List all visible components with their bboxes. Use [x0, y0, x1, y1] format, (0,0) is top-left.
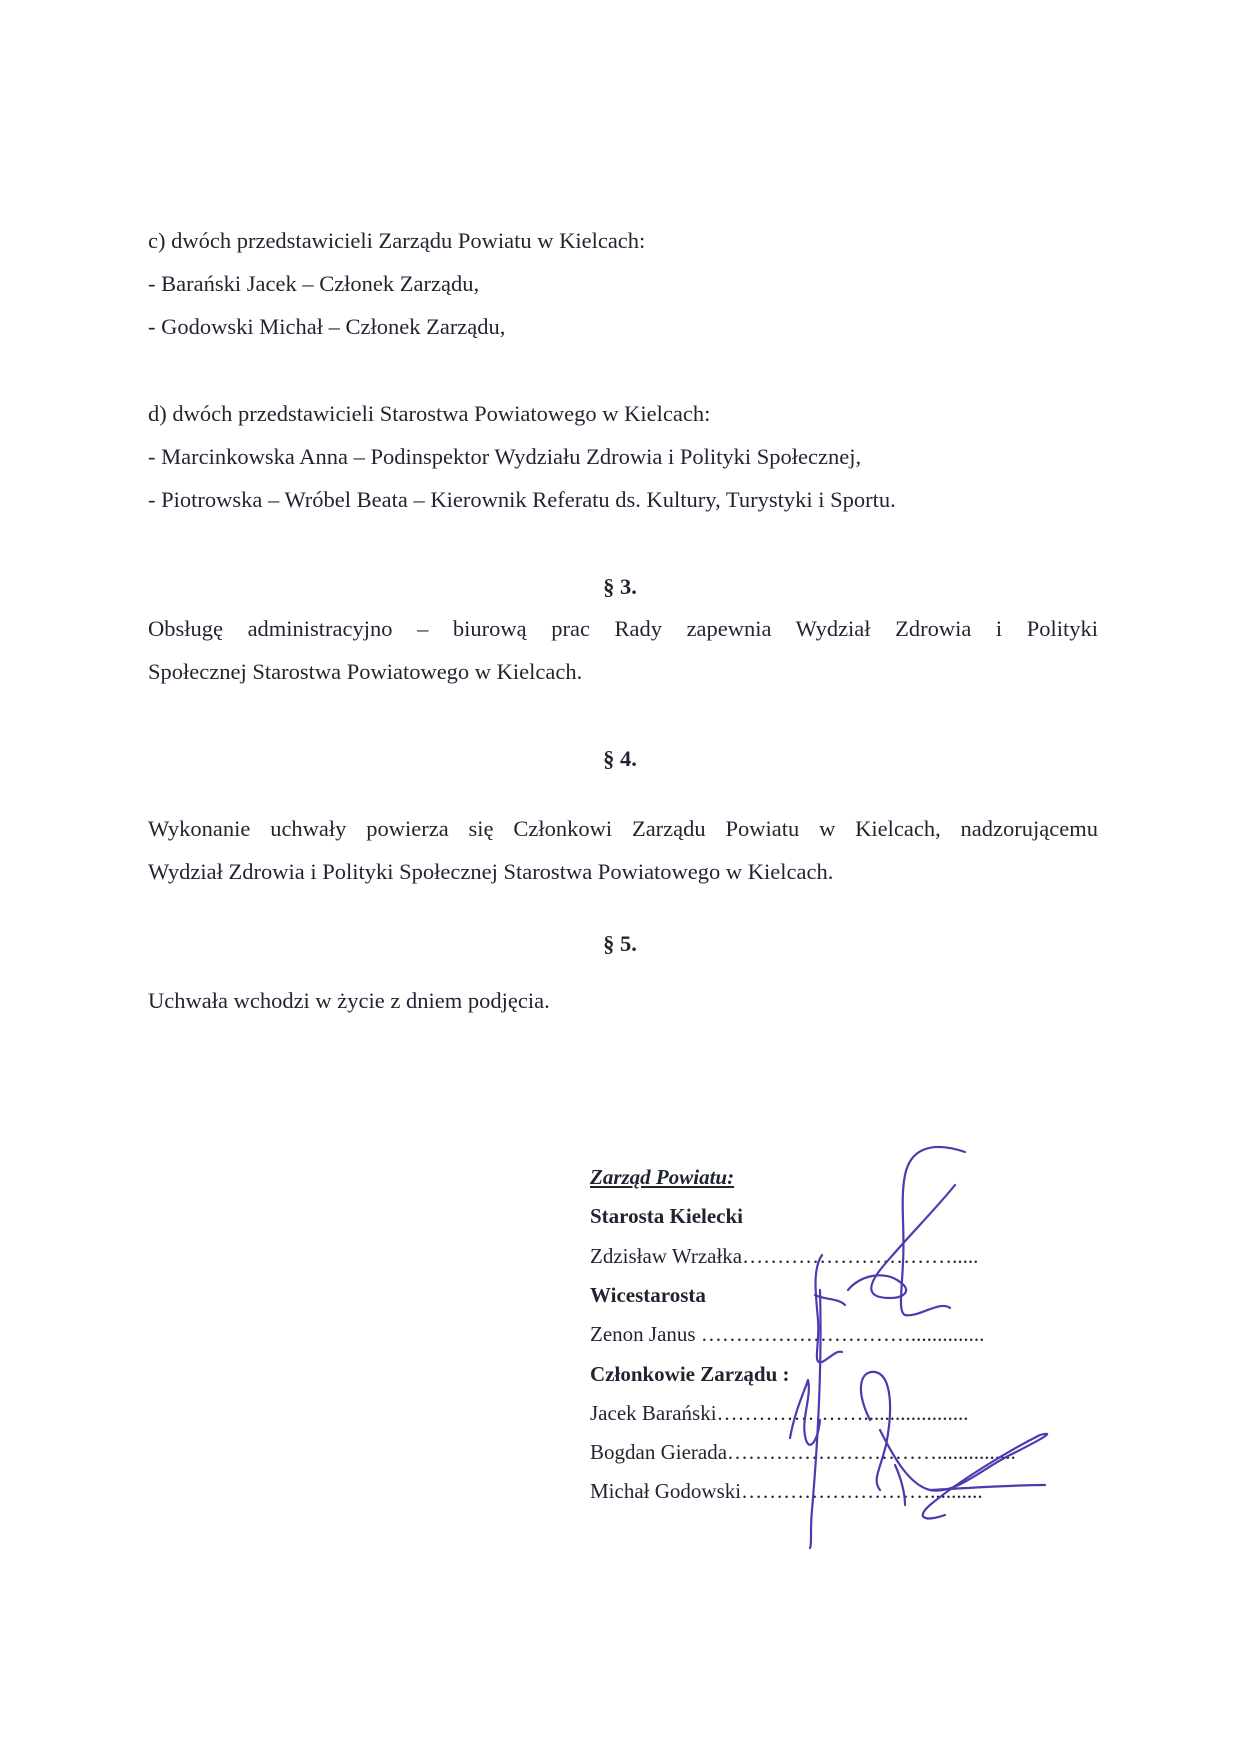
starosta-dots: …………………………..... — [742, 1244, 979, 1268]
section-c-heading: c) dwóch przedstawicieli Zarządu Powiatu w Kielcach: — [148, 228, 646, 253]
par3-heading: § 3. — [603, 574, 637, 599]
starosta-label: Starosta Kielecki — [590, 1204, 744, 1228]
par4-line-2: Wydział Zdrowia i Polityki Społecznej Starostwa Powiatowego w Kielcach. — [148, 859, 834, 884]
par3-line-2: Społecznej Starostwa Powiatowego w Kielcach. — [148, 659, 583, 684]
wicestarosta-label: Wicestarosta — [590, 1283, 706, 1307]
par4-line-1: Wykonanie uchwały powierza się Członkowi Zarządu Powiatu w Kielcach, nadzorującemu — [148, 816, 1098, 841]
wicestarosta-name: Zenon Janus — [590, 1322, 701, 1346]
signature-stroke — [861, 1372, 890, 1490]
starosta-signature-line — [590, 1242, 978, 1270]
member-signature-line — [590, 1438, 1016, 1466]
par4-heading: § 4. — [603, 746, 637, 771]
member-dots: ……………………….......... — [741, 1479, 983, 1503]
member-dots: ………………….................... — [716, 1401, 969, 1425]
section-c-item-1: - Barański Jacek – Członek Zarządu, — [148, 271, 480, 296]
par3-line-1: Obsługę administracyjno – biurową prac Rady zapewnia Wydział Zdrowia i Polityki — [148, 616, 1098, 641]
signature-stroke — [815, 1295, 845, 1305]
members-label: Członkowie Zarządu : — [590, 1362, 790, 1386]
par5-line-1: Uchwała wchodzi w życie z dniem podjęcia. — [148, 988, 550, 1013]
member-signature-line — [590, 1399, 969, 1427]
section-d-item-1: - Marcinkowska Anna – Podinspektor Wydziału Zdrowia i Polityki Społecznej, — [148, 444, 862, 469]
member-name: Michał Godowski — [590, 1479, 742, 1503]
member-dots: …………………………............... — [727, 1440, 1016, 1464]
section-c-item-2: - Godowski Michał – Członek Zarządu, — [148, 314, 506, 339]
member-name: Jacek Barański — [590, 1401, 717, 1425]
member-name: Bogdan Gierada — [590, 1440, 728, 1464]
wicestarosta-signature-line — [590, 1320, 984, 1348]
member-signature-line — [590, 1477, 983, 1505]
wicestarosta-dots: ………………………….............. — [700, 1322, 985, 1346]
board-title: Zarząd Powiatu: — [590, 1165, 735, 1189]
starosta-name: Zdzisław Wrzałka — [590, 1244, 743, 1268]
section-d-item-2: - Piotrowska – Wróbel Beata – Kierownik Referatu ds. Kultury, Turystyki i Sportu. — [148, 487, 896, 512]
section-d-heading: d) dwóch przedstawicieli Starostwa Powiatowego w Kielcach: — [148, 401, 711, 426]
signature-stroke — [901, 1147, 965, 1315]
par5-heading: § 5. — [603, 931, 637, 956]
